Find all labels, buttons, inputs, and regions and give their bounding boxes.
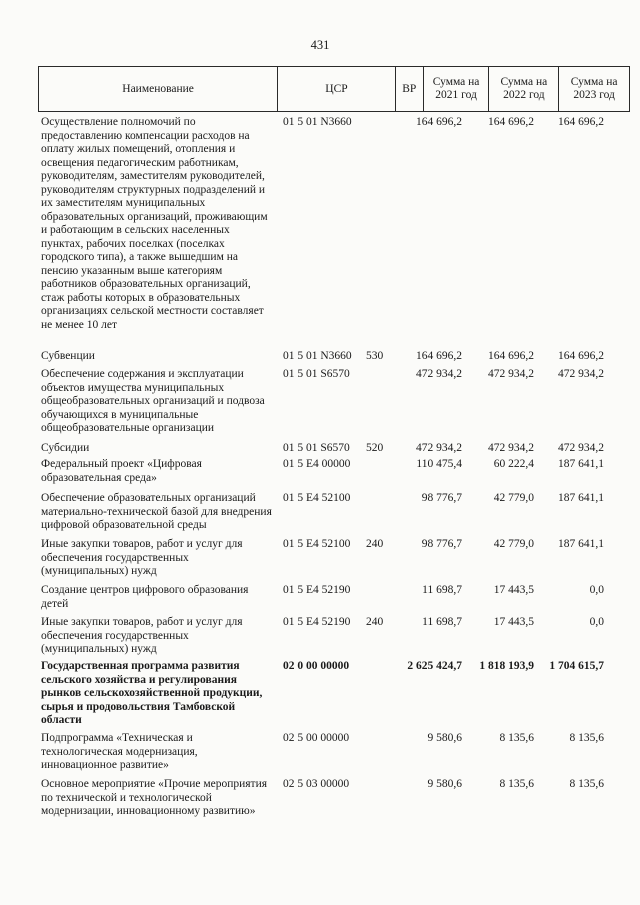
row-2022: 472 934,2: [488, 442, 534, 454]
header-vr: ВР: [396, 67, 424, 111]
row-name: Подпрограмма «Техническая и технологическая модернизация, инновационное развитие»: [41, 732, 198, 771]
row-2022: 42 779,0: [493, 538, 534, 550]
row-2022: 472 934,2: [488, 368, 534, 380]
row-2021: 9 580,6: [427, 732, 462, 744]
row-csr: 01 5 E4 52100: [283, 538, 351, 550]
page-number: 431: [310, 38, 330, 52]
row-2023: 0,0: [589, 616, 604, 628]
row-2022: 1 818 193,9: [479, 660, 534, 672]
row-csr: 01 5 E4 52190: [283, 584, 351, 596]
row-name: Создание центров цифрового образования детей: [41, 584, 249, 610]
row-2021: 472 934,2: [416, 442, 462, 454]
row-csr: 02 5 03 00000: [283, 778, 350, 790]
row-2021: 9 580,6: [427, 778, 462, 790]
header-2022: Сумма на 2022 год: [489, 67, 559, 111]
row-2023: 164 696,2: [558, 116, 604, 128]
row-2023: 472 934,2: [558, 368, 604, 380]
row-2023: 8 135,6: [569, 778, 604, 790]
row-name: Осуществление полномочий по предоставлению компенсации расходов на оплату жилых помещений, отопления и освещения педагогическим работникам, руководителям, заместителям руководителей, руководителям структурных подразделений и их заместителям муниципальных образовательных организаций, проживающим и работающим в сельских населенных пунктах, рабочих поселках (поселках городского типа), а также вышедшим на пенсию указанным выше категориям работников образовательных организаций, стаж работы которых в образовательных организациях сельской местности составляет не менее 10 лет: [41, 116, 268, 331]
row-name: Основное мероприятие «Прочие мероприятия по технической и технологической модернизации, инновационному развитию»: [41, 778, 268, 817]
row-2022: 60 222,4: [493, 458, 534, 470]
row-csr: 01 5 E4 52100: [283, 492, 351, 504]
row-csr: 01 5 01 S6570: [283, 368, 350, 380]
row-csr: 01 5 01 S6570: [283, 442, 350, 454]
row-csr: 01 5 01 N3660: [283, 350, 352, 362]
row-csr: 02 0 00 00000: [283, 660, 350, 672]
row-2021: 164 696,2: [416, 350, 462, 362]
row-2023: 0,0: [589, 584, 604, 596]
row-name: Иные закупки товаров, работ и услуг для обеспечения государственных (муниципальных) нужд: [41, 538, 243, 577]
row-2021: 11 698,7: [422, 616, 462, 628]
row-2022: 17 443,5: [493, 616, 534, 628]
row-2022: 164 696,2: [488, 350, 534, 362]
row-2021: 472 934,2: [416, 368, 462, 380]
header-2021: Сумма на 2021 год: [424, 67, 490, 111]
row-name: Субсидии: [41, 442, 90, 454]
row-2022: 42 779,0: [493, 492, 534, 504]
row-vr: 240: [366, 538, 384, 550]
row-2021: 110 475,4: [416, 458, 462, 470]
row-2021: 98 776,7: [421, 538, 462, 550]
row-2021: 2 625 424,7: [407, 660, 462, 672]
row-vr: 240: [366, 616, 384, 628]
row-csr: 01 5 E4 52190: [283, 616, 351, 628]
row-2023: 1 704 615,7: [549, 660, 604, 672]
row-2021: 164 696,2: [416, 116, 462, 128]
row-2021: 98 776,7: [421, 492, 462, 504]
header-2023: Сумма на 2023 год: [570, 76, 618, 101]
row-2023: 187 641,1: [558, 458, 604, 470]
row-name: Государственная программа развития сельского хозяйства и регулирования рынков сельскохозяйственной продукции, сырья и продовольствия Тамбовской области: [41, 660, 263, 726]
row-2023: 164 696,2: [558, 350, 604, 362]
table-header: [38, 66, 630, 112]
row-2023: 187 641,1: [558, 492, 604, 504]
row-csr: 01 5 01 N3660: [283, 116, 352, 128]
row-vr: 520: [366, 442, 384, 454]
row-name: Обеспечение содержания и эксплуатации объектов имущества муниципальных общеобразовательных организаций и подвоза обучающихся в муниципальные общеобразовательные организации: [41, 368, 265, 434]
row-name: Субвенции: [41, 350, 95, 362]
row-name: Федеральный проект «Цифровая образовательная среда»: [41, 458, 202, 484]
row-name: Иные закупки товаров, работ и услуг для обеспечения государственных (муниципальных) нужд: [41, 616, 243, 655]
row-2022: 8 135,6: [499, 732, 534, 744]
row-2021: 11 698,7: [422, 584, 462, 596]
row-2023: 8 135,6: [569, 732, 604, 744]
row-2022: 8 135,6: [499, 778, 534, 790]
row-vr: 530: [366, 350, 384, 362]
row-2022: 164 696,2: [488, 116, 534, 128]
row-csr: 02 5 00 00000: [283, 732, 350, 744]
row-2022: 17 443,5: [493, 584, 534, 596]
header-csr: ЦСР: [278, 67, 396, 111]
row-2023: 187 641,1: [558, 538, 604, 550]
row-name: Обеспечение образовательных организаций материально-технической базой для внедрения цифровой образовательной среды: [41, 492, 272, 531]
header-name: Наименование: [39, 67, 278, 111]
row-csr: 01 5 E4 00000: [283, 458, 351, 470]
row-2023: 472 934,2: [558, 442, 604, 454]
